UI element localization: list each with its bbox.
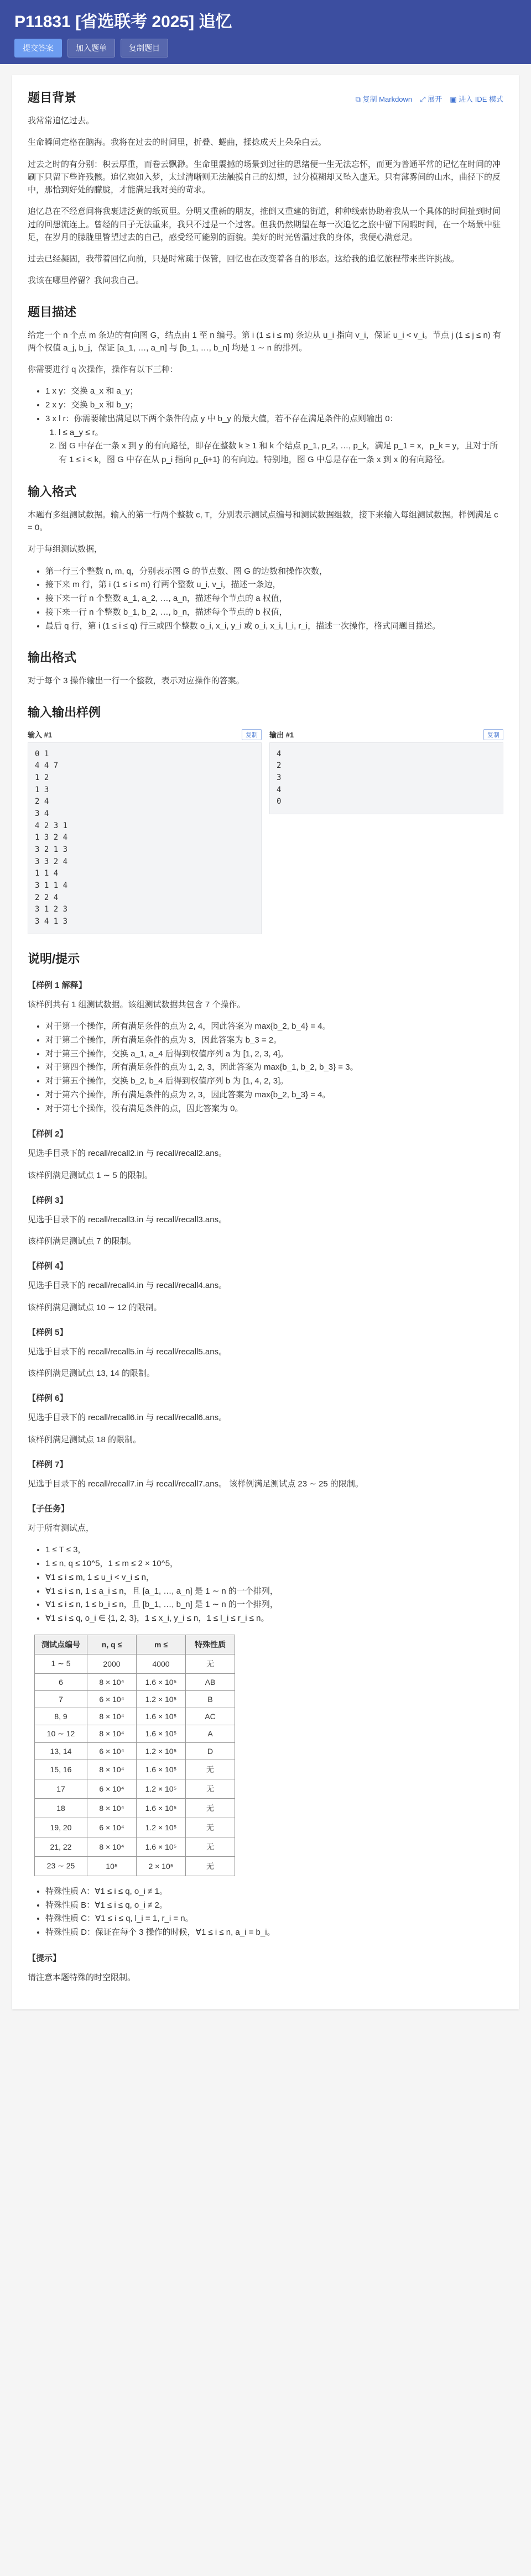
table-cell: 10⁵ [87, 1856, 137, 1876]
sample-title: 【样例 2】 [28, 1129, 68, 1139]
op-item: • 1 x y：交换 a_x 和 a_y； [45, 385, 503, 399]
input-format-first: 本题有多组测试数据。输入的第一行两个整数 c, T，分别表示测试点编号和测试数据组数，接下来输入每组测试数据。样例满足 c = 0。 [28, 510, 498, 532]
table-row [35, 1725, 235, 1742]
table-cell: 1.6 × 10⁵ [137, 1673, 186, 1690]
table-cell: 7 [35, 1690, 87, 1708]
copy-markdown-label: 复制 Markdown [362, 95, 413, 103]
properties-list [28, 1885, 503, 1940]
property-item: • 特殊性质 C：∀1 ≤ i ≤ q, l_i = 1, r_i = n。 [45, 1912, 503, 1926]
expand-button[interactable] [420, 93, 442, 104]
more-samples [28, 1128, 503, 1446]
add-to-list-button[interactable]: 加入题单 [67, 39, 115, 57]
input-format-per-case: 对于每组测试数据， [28, 544, 103, 554]
background-paragraph: 过去已经凝固，我带着回忆向前，只是时常疏于保管，回忆也在改变着各自的形态。这给我的追忆旅程带来些许挑战。 [28, 254, 460, 264]
table-header-cell: 测试点编号 [35, 1635, 87, 1654]
sample-file: 见选手目录下的 recall/recall2.in 与 recall/recall2.ans。 [28, 1149, 227, 1159]
copy-markdown-button[interactable] [356, 93, 413, 104]
condition-item: 1. l ≤ a_y ≤ r。 [59, 426, 503, 440]
sample1-item: • 对于第五个操作，交换 b_2, b_4 后得到权值序列 b 为 [1, 4, 2, 3]。 [45, 1075, 503, 1088]
sample-input-head [28, 729, 262, 740]
table-cell: 6 [35, 1673, 87, 1690]
output-format-heading: 输出格式 [28, 651, 77, 665]
table-row [35, 1708, 235, 1725]
constraint-item: • ∀1 ≤ i ≤ q, o_i ∈ {1, 2, 3}，1 ≤ x_i, y_i ≤ n，1 ≤ l_i ≤ r_i ≤ n。 [45, 1612, 503, 1626]
sample-desc: 该样例满足测试点 13, 14 的限制。 [28, 1369, 155, 1379]
description-intro: 给定一个 n 个点 m 条边的有向图 G，结点由 1 至 n 编号。第 i (1 ≤ i ≤ m) 条边从 u_i 指向 v_i，保证 u_i < v_i。节点 j (1 ≤ j ≤ n) 有两个权值 a_j, b_j，保证 [a_1, …, a_n] 与 [b_1, …, b_n] 均是 1 ∼ n 的排列。 [28, 330, 501, 353]
input-format-item: • 接下来 m 行，第 i (1 ≤ i ≤ m) 行两个整数 u_i, v_i，描述一条边， [45, 578, 503, 592]
ide-mode-label: 进入 IDE 模式 [459, 95, 503, 103]
background-paragraph: 我该在哪里停留？我问我自己。 [28, 276, 144, 286]
input-format-item: • 接下来一行 n 个整数 b_1, b_2, …, b_n，描述每个节点的 b 权值， [45, 606, 503, 620]
table-cell: 6 × 10⁴ [87, 1742, 137, 1760]
table-cell: AB [186, 1673, 235, 1690]
problem-title: P11831 [省选联考 2025] 追忆 [14, 13, 232, 31]
samples-heading: 输入输出样例 [28, 705, 101, 719]
table-header-row [35, 1635, 235, 1654]
table-cell: 无 [186, 1654, 235, 1673]
expand-label: 展开 [428, 95, 442, 103]
sample1-item: • 对于第二个操作，所有满足条件的点为 3，因此答案为 b_3 = 2。 [45, 1034, 503, 1048]
sample-output [269, 729, 503, 934]
table-cell: 8 × 10⁴ [87, 1725, 137, 1742]
constraint-item: • ∀1 ≤ i ≤ n, 1 ≤ a_i ≤ n，且 [a_1, …, a_n] 是 1 ∼ n 的一个排列， [45, 1585, 503, 1599]
condition-list [45, 426, 503, 467]
expand-icon: ⤢ [420, 95, 428, 103]
table-cell: 8 × 10⁴ [87, 1837, 137, 1856]
table-cell: 1.2 × 10⁵ [137, 1779, 186, 1798]
table-cell: 1.2 × 10⁵ [137, 1742, 186, 1760]
table-cell: 1.2 × 10⁵ [137, 1818, 186, 1837]
table-cell: 6 × 10⁴ [87, 1779, 137, 1798]
property-item: • 特殊性质 D：保证在每个 3 操作的时候，∀1 ≤ i ≤ n, a_i = b_i。 [45, 1926, 503, 1940]
table-cell: 2000 [87, 1654, 137, 1673]
problem-header [0, 0, 531, 64]
background-paragraph: 我常常追忆过去。 [28, 116, 95, 125]
op-item [45, 412, 503, 467]
sample1-title: 【样例 1 解释】 [28, 980, 87, 990]
constraint-item: • ∀1 ≤ i ≤ n, 1 ≤ b_i ≤ n，且 [b_1, …, b_n] 是 1 ∼ n 的一个排列， [45, 1598, 503, 1612]
table-row [35, 1654, 235, 1673]
table-cell: 8, 9 [35, 1708, 87, 1725]
table-cell: 无 [186, 1779, 235, 1798]
table-cell: 8 × 10⁴ [87, 1760, 137, 1779]
sample-title: 【样例 5】 [28, 1327, 68, 1337]
constraint-item: • 1 ≤ n, q ≤ 10^5，1 ≤ m ≤ 2 × 10^5， [45, 1557, 503, 1571]
table-row [35, 1779, 235, 1798]
table-cell: 10 ∼ 12 [35, 1725, 87, 1742]
table-cell: 1 ∼ 5 [35, 1654, 87, 1673]
table-cell: 6 × 10⁴ [87, 1818, 137, 1837]
constraint-item: • ∀1 ≤ i ≤ m, 1 ≤ u_i < v_i ≤ n， [45, 1571, 503, 1585]
condition-item: 2. 图 G 中存在一条 x 到 y 的有向路径，即存在整数 k ≥ 1 和 k 个结点 p_1, p_2, …, p_k，满足 p_1 = x，p_k = y，且对于所有 1 ≤ i < k，图 G 中存在从 p_i 指向 p_{i+1} 的有向边。特别地，图 G 中总是存在一条 x 到 x 的有向路径。 [59, 439, 503, 467]
table-cell: 6 × 10⁴ [87, 1690, 137, 1708]
sample1-item: • 对于第六个操作，所有满足条件的点为 2, 3，因此答案为 max{b_2, b_3} = 4。 [45, 1088, 503, 1102]
sample-desc: 该样例满足测试点 1 ∼ 5 的限制。 [28, 1170, 153, 1180]
copy-input-button[interactable]: 复制 [242, 729, 262, 740]
background-text [28, 114, 503, 287]
sample1-item: • 对于第七个操作，没有满足条件的点，因此答案为 0。 [45, 1102, 503, 1116]
table-cell: 1.2 × 10⁵ [137, 1690, 186, 1708]
sample-title: 【样例 3】 [28, 1195, 68, 1205]
table-cell: 4000 [137, 1654, 186, 1673]
sample-output-label: 输出 #1 [269, 731, 294, 739]
sample-desc: 该样例满足测试点 10 ∼ 12 的限制。 [28, 1302, 162, 1312]
table-cell: 21, 22 [35, 1837, 87, 1856]
property-item: • 特殊性质 A：∀1 ≤ i ≤ q, o_i ≠ 1。 [45, 1885, 503, 1899]
table-cell: 无 [186, 1760, 235, 1779]
sample1-list [28, 1020, 503, 1116]
output-format-text: 对于每个 3 操作输出一行一个整数，表示对应操作的答案。 [28, 676, 244, 686]
table-cell: 1.6 × 10⁵ [137, 1837, 186, 1856]
table-cell: 19, 20 [35, 1818, 87, 1837]
table-cell: 1.6 × 10⁵ [137, 1725, 186, 1742]
table-cell: 1.6 × 10⁵ [137, 1760, 186, 1779]
submit-button[interactable]: 提交答案 [14, 39, 62, 57]
sample7-title: 【样例 7】 [28, 1459, 68, 1469]
table-cell: AC [186, 1708, 235, 1725]
sample-input [28, 729, 262, 934]
sample1-item: • 对于第四个操作，所有满足条件的点为 1, 2, 3，因此答案为 max{b_1, b_2, b_3} = 3。 [45, 1061, 503, 1075]
table-row [35, 1798, 235, 1818]
copy-problem-button[interactable]: 复制题目 [121, 39, 168, 57]
input-format-item: • 接下来一行 n 个整数 a_1, a_2, …, a_n，描述每个节点的 a 权值， [45, 592, 503, 606]
background-paragraph: 追忆总在不经意间将我裹进泛黄的纸页里。分明又重新的朋友，推倒又重建的街道，种种线索协助着我从一个具体的时间扯到时间过的回想流连上。曾经的日子无法重来，我只不过是一个过客。但我仍然期望在每一次追忆之旅中留下闲暇时间，在一个场景中驻足，在岁月的朦胧里瞥望过去的自己，感受经可能别的面貌。美好的时光曾温过我的身体，我便心满意足。 [28, 207, 501, 242]
input-format-item: • 最后 q 行，第 i (1 ≤ i ≤ q) 行三或四个整数 o_i, x_i, y_i 或 o_i, x_i, l_i, r_i，描述一次操作，格式同题目描述。 [45, 620, 503, 633]
copy-icon: ⧉ [355, 95, 363, 103]
table-cell: 8 × 10⁴ [87, 1798, 137, 1818]
table-row [35, 1837, 235, 1856]
ops-list [28, 385, 503, 467]
op-item: • 2 x y：交换 b_x 和 b_y； [45, 399, 503, 412]
input-format-list [28, 565, 503, 633]
sample-file: 见选手目录下的 recall/recall6.in 与 recall/recall6.ans。 [28, 1413, 227, 1423]
sample-file: 见选手目录下的 recall/recall4.in 与 recall/recall4.ans。 [28, 1281, 227, 1291]
property-item: • 特殊性质 B：∀1 ≤ i ≤ q, o_i ≠ 2。 [45, 1899, 503, 1913]
header-actions [14, 39, 517, 57]
table-cell: 2 × 10⁵ [137, 1856, 186, 1876]
background-paragraph: 生命瞬间定格在脑海。我将在过去的时间里，折叠、蜷曲，揉捻成天上朵朵白云。 [28, 138, 327, 148]
ide-mode-button[interactable] [450, 93, 503, 104]
sample-desc: 该样例满足测试点 18 的限制。 [28, 1434, 142, 1444]
table-cell: A [186, 1725, 235, 1742]
table-row [35, 1818, 235, 1837]
table-header-cell: m ≤ [137, 1635, 186, 1654]
hint-title: 【提示】 [28, 1953, 61, 1963]
table-cell: 无 [186, 1798, 235, 1818]
sample-output-head [269, 729, 503, 740]
table-cell: B [186, 1690, 235, 1708]
sample-input-content[interactable]: 0 1 4 4 7 1 2 1 3 2 4 3 4 4 2 3 1 1 3 2 4 3 2 1 3 3 3 2 4 1 1 4 3 1 1 4 2 2 4 3 1 2 3 3 4 1 3 [28, 742, 262, 934]
notes-heading: 说明/提示 [28, 951, 80, 966]
statement-toolbar [356, 93, 503, 104]
subtask-intro: 对于所有测试点， [28, 1523, 95, 1533]
sample1-item: • 对于第一个操作，所有满足条件的点为 2, 4，因此答案为 max{b_2, b_4} = 4。 [45, 1020, 503, 1034]
background-heading: 题目背景 [28, 91, 77, 104]
table-cell: 无 [186, 1818, 235, 1837]
table-header-cell: 特殊性质 [186, 1635, 235, 1654]
sample-file: 见选手目录下的 recall/recall5.in 与 recall/recall5.ans。 [28, 1347, 227, 1357]
input-format-heading: 输入格式 [28, 484, 77, 499]
sample7-text: 见选手目录下的 recall/recall7.in 与 recall/recall7.ans。 该样例满足测试点 23 ∼ 25 的限制。 [28, 1479, 363, 1489]
sample-input-label: 输入 #1 [28, 731, 53, 739]
samples-row [28, 729, 503, 934]
table-cell: 1.6 × 10⁵ [137, 1708, 186, 1725]
subtask-title: 【子任务】 [28, 1504, 70, 1514]
constraints-list [28, 1543, 503, 1626]
sample-title: 【样例 4】 [28, 1261, 68, 1271]
table-cell: 17 [35, 1779, 87, 1798]
table-cell: 15, 16 [35, 1760, 87, 1779]
sample1-intro: 该样例共有 1 组测试数据。该组测试数据共包含 7 个操作。 [28, 999, 246, 1009]
problem-card [12, 75, 519, 2009]
table-cell: 8 × 10⁴ [87, 1673, 137, 1690]
input-format-item: • 第一行三个整数 n, m, q，分别表示图 G 的节点数、图 G 的边数和操作次数， [45, 565, 503, 579]
table-cell: 无 [186, 1837, 235, 1856]
table-row [35, 1856, 235, 1876]
table-body [35, 1654, 235, 1876]
table-cell: 23 ∼ 25 [35, 1856, 87, 1876]
sample-output-content[interactable]: 4 2 3 4 0 [269, 742, 503, 814]
table-cell: 8 × 10⁴ [87, 1708, 137, 1725]
sample-file: 见选手目录下的 recall/recall3.in 与 recall/recall3.ans。 [28, 1214, 227, 1224]
table-row [35, 1760, 235, 1779]
subtask-table [34, 1635, 235, 1876]
constraint-item: • 1 ≤ T ≤ 3， [45, 1543, 503, 1557]
table-cell: 1.6 × 10⁵ [137, 1798, 186, 1818]
table-cell: 无 [186, 1856, 235, 1876]
copy-output-button[interactable]: 复制 [483, 729, 503, 740]
hint-text: 请注意本题特殊的时空限制。 [28, 1972, 136, 1982]
description-heading: 题目描述 [28, 305, 77, 319]
sample1-item: • 对于第三个操作，交换 a_1, a_4 后得到权值序列 a 为 [1, 2, 3, 4]。 [45, 1048, 503, 1061]
op-text: 3 x l r：你需要输出满足以下两个条件的点 y 中 b_y 的最大值，若不存在满足条件的点则输出 0： [45, 413, 398, 423]
sample-desc: 该样例满足测试点 7 的限制。 [28, 1237, 137, 1247]
ops-intro: 你需要进行 q 次操作，操作有以下三种： [28, 365, 178, 374]
table-cell: 18 [35, 1798, 87, 1818]
table-row [35, 1742, 235, 1760]
sample-title: 【样例 6】 [28, 1394, 68, 1404]
background-paragraph: 过去之时的有分别：积云厚重，而卷云飘渺。生命里震撼的场景到过往的思绪便一生无法忘怀，而更为普通平常的记忆在时间的冲刷下只留下些许残骸。追忆宛如入梦，太过清晰则无法触摸自己的幻想，过分模糊却又坠入虚无。只有薄雾间的山水，曲径下的反中，那恰到好处的朦胧，才能满足我对美的苛求。 [28, 159, 501, 195]
table-row [35, 1673, 235, 1690]
table-header-cell: n, q ≤ [87, 1635, 137, 1654]
table-cell: 13, 14 [35, 1742, 87, 1760]
ide-icon: ▣ [450, 95, 459, 103]
background-head [28, 88, 503, 114]
table-cell: D [186, 1742, 235, 1760]
table-row [35, 1690, 235, 1708]
